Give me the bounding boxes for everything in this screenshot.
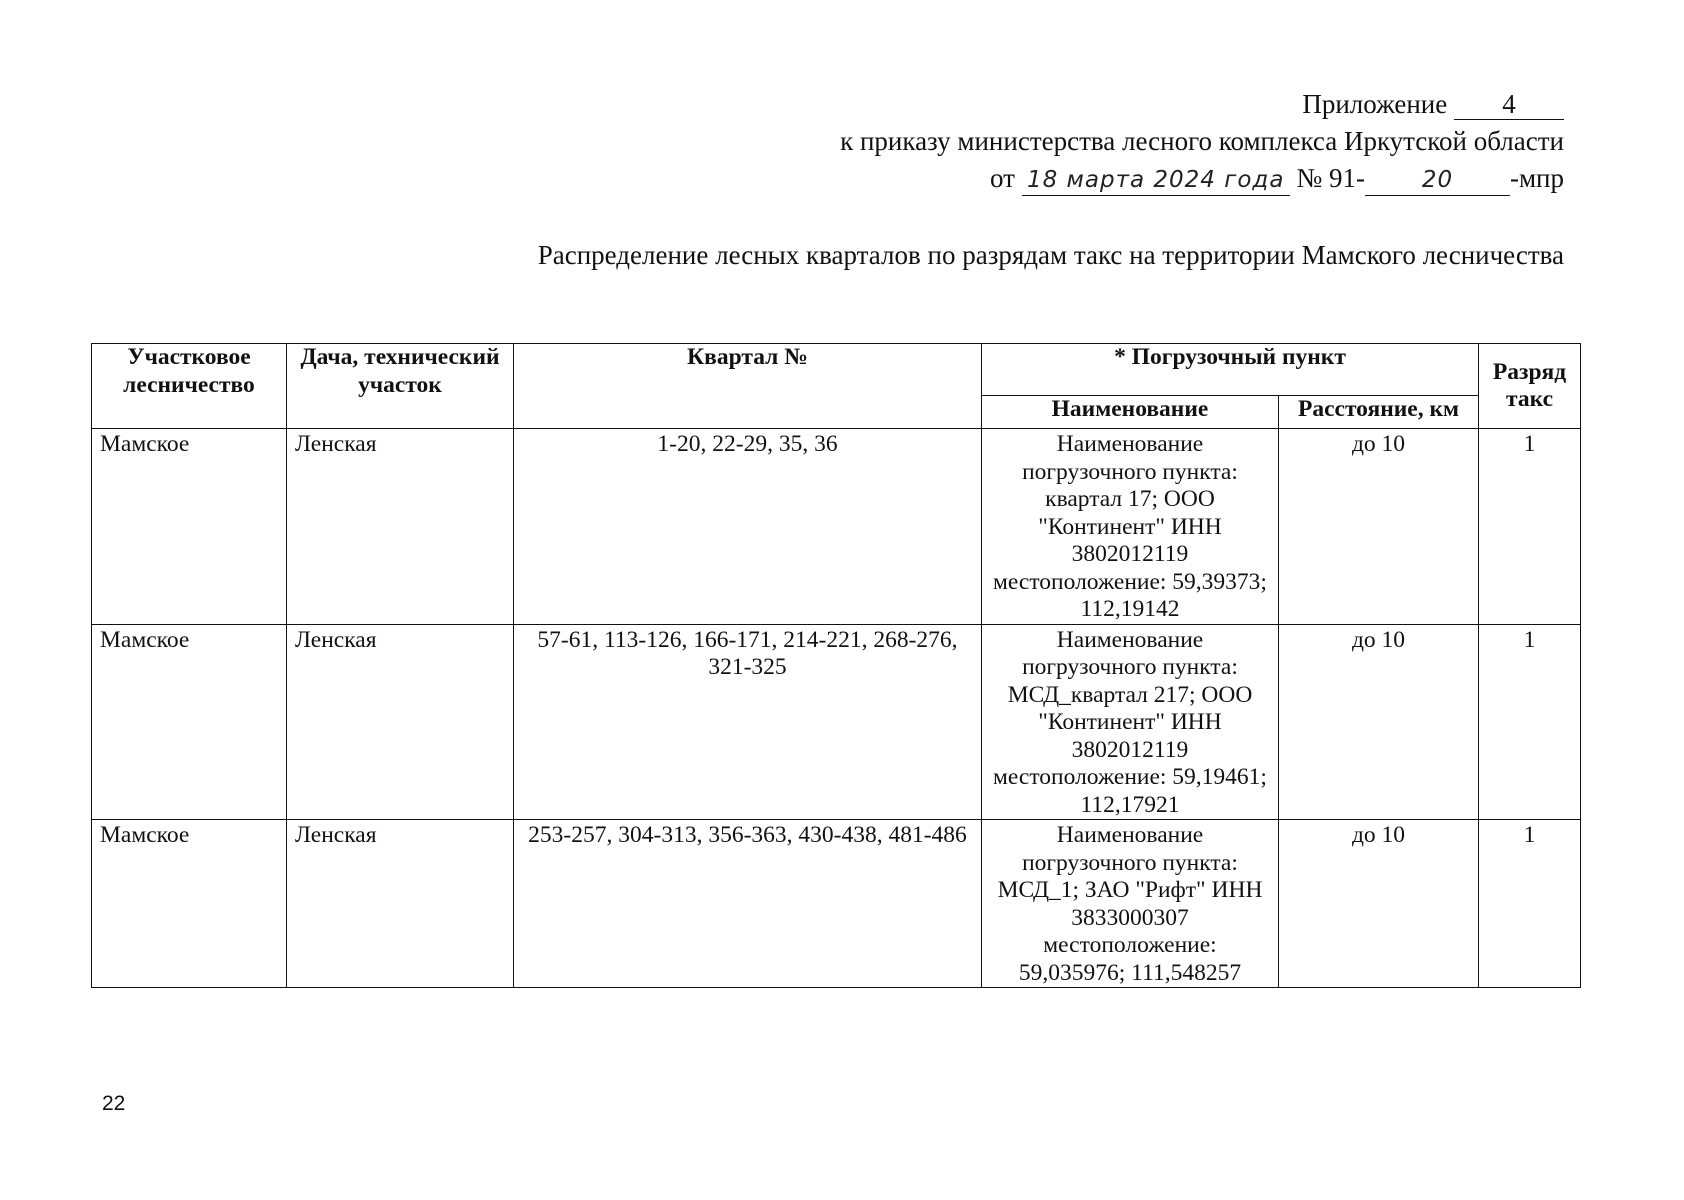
handwritten-date: 18 марта 2024 года (1022, 165, 1290, 196)
cell-rate-class: 1 (1479, 429, 1581, 625)
cell-dacha: Ленская (287, 624, 514, 820)
appendix-header (840, 86, 1564, 197)
table-row (92, 624, 1581, 820)
order-number-suffix: -мпр (1509, 163, 1564, 193)
cell-district: Мамское (92, 429, 287, 625)
cell-distance: до 10 (1279, 429, 1479, 625)
cell-district: Мамское (92, 820, 287, 988)
from-label: от (990, 163, 1015, 193)
cell-district: Мамское (92, 624, 287, 820)
cell-quarters: 1-20, 22-29, 35, 36 (514, 429, 982, 625)
document-title: Распределение лесных кварталов по разрядам такс на территории Мамского лесничества (537, 240, 1564, 270)
table-header-row (92, 344, 1581, 396)
cell-rate-class: 1 (1479, 820, 1581, 988)
page-number: 22 (102, 1092, 126, 1115)
cell-quarters: 57-61, 113-126, 166-171, 214-221, 268-276, 321-325 (514, 624, 982, 820)
header-loading-point: * Погрузочный пункт (982, 344, 1479, 396)
cell-loading-point: Наименование погрузочного пункта: МСД_квартал 217; ООО "Континент" ИНН 3802012119 местоположение: 59,19461; 112,17921 (982, 624, 1279, 820)
cell-distance: до 10 (1279, 624, 1479, 820)
cell-quarters: 253-257, 304-313, 356-363, 430-438, 481-486 (514, 820, 982, 988)
cell-loading-point: Наименование погрузочного пункта: МСД_1; ЗАО "Рифт" ИНН 3833000307 местоположение: 59,035976; 111,548257 (982, 820, 1279, 988)
cell-dacha: Ленская (287, 429, 514, 625)
order-number-prefix: № 91- (1296, 163, 1365, 193)
cell-loading-point: Наименование погрузочного пункта: квартал 17; ООО "Континент" ИНН 3802012119 местоположение: 59,39373; 112,19142 (982, 429, 1279, 625)
table-row (92, 429, 1581, 625)
header-distance: Расстояние, км (1279, 396, 1479, 429)
header-dacha: Дача, технический участок (287, 344, 514, 429)
handwritten-order-number: 20 (1365, 165, 1510, 196)
header-quarter: Квартал № (514, 344, 982, 429)
appendix-number: 4 (1454, 89, 1564, 120)
header-loading-point-name: Наименование (982, 396, 1279, 429)
cell-dacha: Ленская (287, 820, 514, 988)
header-rate-class: Разряд такс (1479, 344, 1581, 429)
appendix-label: Приложение (1302, 89, 1448, 119)
appendix-line (840, 86, 1564, 123)
cell-distance: до 10 (1279, 820, 1479, 988)
quarters-table (91, 343, 1581, 988)
cell-rate-class: 1 (1479, 624, 1581, 820)
order-line: к приказу министерства лесного комплекса Иркутской области (840, 126, 1564, 156)
table-row (92, 820, 1581, 988)
order-date-line (840, 160, 1564, 197)
header-district: Участковое лесничество (92, 344, 287, 429)
